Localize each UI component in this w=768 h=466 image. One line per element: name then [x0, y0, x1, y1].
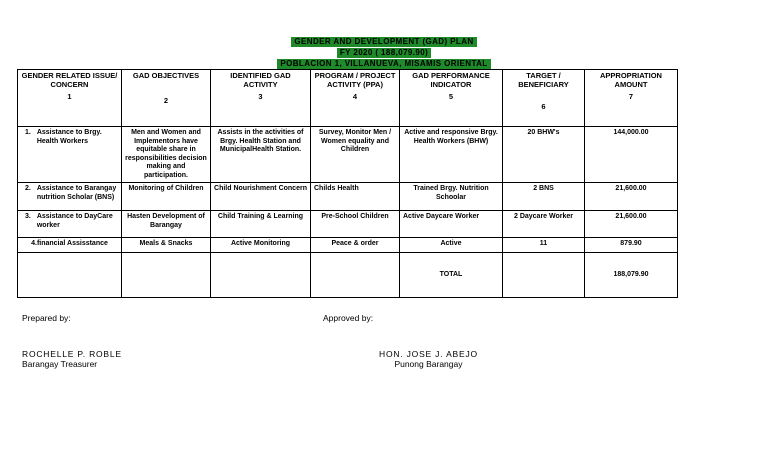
- cell-ppa: Childs Health: [311, 183, 400, 211]
- cell-issue: 4.financial Assisstance: [18, 238, 122, 253]
- cell-indicator: Active and responsive Brgy. Health Workers (BHW): [400, 127, 503, 183]
- table-row: [18, 183, 678, 211]
- cell-amount: 879.90: [585, 238, 678, 253]
- approver-title: Punong Barangay: [394, 359, 463, 369]
- header-target: TARGET / BENEFICIARY 6: [503, 70, 585, 127]
- cell-amount: 144,000.00: [585, 127, 678, 183]
- cell-target: 11: [503, 238, 585, 253]
- header-ppa: PROGRAM / PROJECT ACTIVITY (PPA) 4: [311, 70, 400, 127]
- cell-indicator: Active: [400, 238, 503, 253]
- total-row: [18, 253, 678, 298]
- cell-ppa: Survey, Monitor Men / Women equality and Children: [311, 127, 400, 183]
- cell-activity: Child Nourishment Concern: [211, 183, 311, 211]
- preparer-name: ROCHELLE P. ROBLE: [22, 349, 122, 359]
- cell-target: 2 Daycare Worker: [503, 211, 585, 238]
- cell-issue: 3. Assistance to DayCare worker: [18, 211, 122, 238]
- title-line-3: POBLACION 1, VILLANUEVA, MISAMIS ORIENTAL: [277, 59, 490, 69]
- table-row: [18, 211, 678, 238]
- cell-ppa: Peace & order: [311, 238, 400, 253]
- header-indicator: GAD PERFORMANCE INDICATOR 5: [400, 70, 503, 127]
- title-line-2: FY 2020 ( 188,079.90): [337, 48, 431, 58]
- header-issue: GENDER RELATED ISSUE/ CONCERN 1: [18, 70, 122, 127]
- cell-objectives: Monitoring of Children: [122, 183, 211, 211]
- total-amount: 188,079.90: [585, 253, 678, 298]
- cell-target: 20 BHW's: [503, 127, 585, 183]
- empty-cell: [122, 253, 211, 298]
- title-line-1: GENDER AND DEVELOPMENT (GAD) PLAN: [291, 37, 476, 47]
- cell-activity: Child Training & Learning: [211, 211, 311, 238]
- preparer-title: Barangay Treasurer: [22, 359, 98, 369]
- empty-cell: [211, 253, 311, 298]
- empty-cell: [311, 253, 400, 298]
- cell-activity: Assists in the activities of Brgy. Health Station and MunicipalHealth Station.: [211, 127, 311, 183]
- cell-activity: Active Monitoring: [211, 238, 311, 253]
- cell-issue: 2. Assistance to Barangay nutrition Scholar (BNS): [18, 183, 122, 211]
- cell-target: 2 BNS: [503, 183, 585, 211]
- empty-cell: [503, 253, 585, 298]
- cell-issue: 1. Assistance to Brgy. Health Workers: [18, 127, 122, 183]
- table-header-row: [18, 70, 678, 127]
- total-label: TOTAL: [400, 253, 503, 298]
- header-activity: IDENTIFIED GAD ACTIVITY 3: [211, 70, 311, 127]
- approved-by-label: Approved by:: [323, 313, 374, 323]
- cell-indicator: Active Daycare Worker: [400, 211, 503, 238]
- table-row: [18, 127, 678, 183]
- header-amount: APPROPRIATION AMOUNT 7: [585, 70, 678, 127]
- approver-name: HON. JOSE J. ABEJO: [379, 349, 478, 359]
- gad-plan-table: [17, 69, 678, 298]
- cell-objectives: Men and Women and Implementors have equitable share in responsibilities decision making and participation.: [122, 127, 211, 183]
- cell-objectives: Hasten Development of Barangay: [122, 211, 211, 238]
- prepared-by-label: Prepared by:: [22, 313, 71, 323]
- cell-indicator: Trained Brgy. Nutrition Schoolar: [400, 183, 503, 211]
- document-title: [0, 31, 768, 68]
- table-row: [18, 238, 678, 253]
- preparer-signature: [22, 349, 122, 369]
- cell-objectives: Meals & Snacks: [122, 238, 211, 253]
- empty-cell: [18, 253, 122, 298]
- cell-ppa: Pre-School Children: [311, 211, 400, 238]
- header-objectives: GAD OBJECTIVES 2: [122, 70, 211, 127]
- cell-amount: 21,600.00: [585, 211, 678, 238]
- cell-amount: 21,600.00: [585, 183, 678, 211]
- approver-signature: [379, 349, 478, 369]
